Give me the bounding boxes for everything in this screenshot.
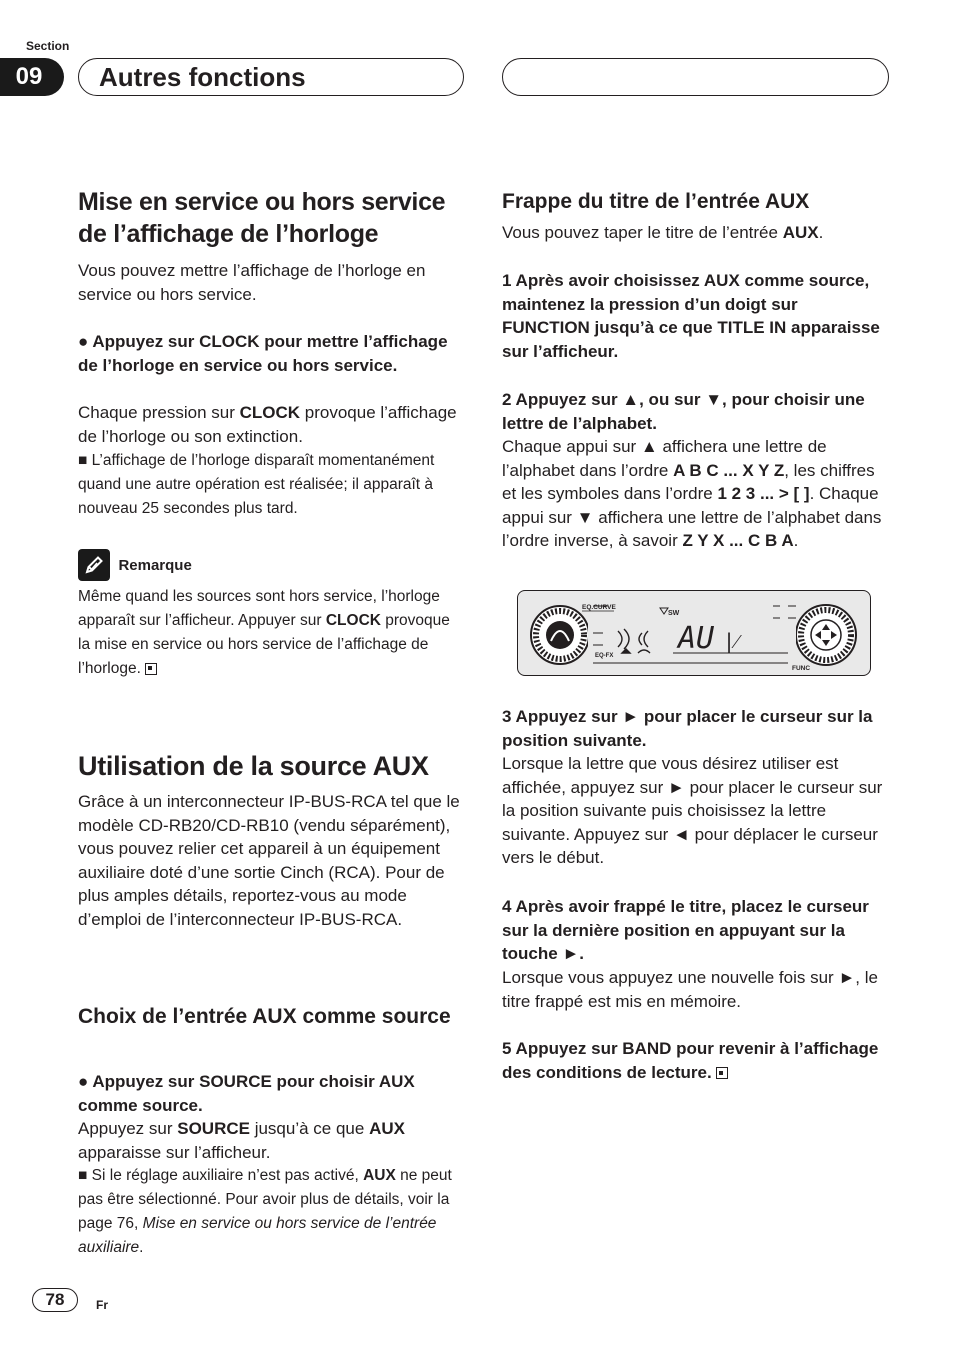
title-entry-heading: Frappe du titre de l’entrée AUX <box>502 190 810 213</box>
choice-heading: Choix de l’entrée AUX comme source <box>78 1005 451 1028</box>
section-number-badge: 09 <box>0 58 64 96</box>
header-right-pill <box>502 58 889 96</box>
chapter-title: Autres fonctions <box>78 58 464 96</box>
remark-label: Remarque <box>118 556 192 574</box>
display-text: AU <box>678 621 715 656</box>
step-2-body: Chaque appui sur ▲ affichera une lettre de l’alphabet dans l’ordre A B C ... X Y Z, les chiffres et les symboles dans l’ordre 1 2 3 ... > [ ]. Chaque appui sur ▼ affichera une lettre de l’alphabet dans l’ordre inverse, à savoir Z Y X ... C B A. <box>502 437 882 551</box>
svg-text:|⁄: |⁄ <box>723 629 739 653</box>
step-4: 4 Après avoir frappé le titre, placez le curseur sur la dernière position en appuyant sur la touche ►. <box>502 897 869 964</box>
choice-note: ■ Si le réglage auxiliaire n’est pas activé, AUX ne peut pas être sélectionné. Pour avoir plus de détails, voir la page 76, Mise en service ou hors service de l’entrée auxiliaire. <box>78 1167 452 1256</box>
pencil-icon <box>78 549 110 581</box>
clock-intro: Vous pouvez mettre l’affichage de l’horloge en service ou hors service. <box>78 261 426 304</box>
eq-fx-label: EQ-FX <box>595 653 614 659</box>
title-entry-intro: Vous pouvez taper le titre de l’entrée AUX. <box>502 223 824 242</box>
step-5: 5 Appuyez sur BAND pour revenir à l’affichage des conditions de lecture. <box>502 1039 879 1082</box>
remark-header <box>78 549 192 581</box>
step-2: 2 Appuyez sur ▲, ou sur ▼, pour choisir une lettre de l’alphabet. <box>502 390 865 433</box>
section-label: Section <box>26 39 70 53</box>
clock-body: Chaque pression sur CLOCK provoque l’affichage de l’horloge ou son extinction. <box>78 403 457 446</box>
clock-heading-line2: de l’affichage de l’horloge <box>78 220 379 248</box>
volume-knob-icon <box>531 606 589 664</box>
end-mark-icon <box>716 1067 728 1079</box>
choice-body: Appuyez sur SOURCE jusqu’à ce que AUX apparaisse sur l’afficheur. <box>78 1119 405 1162</box>
aux-body: Grâce à un interconnecteur IP-BUS-RCA tel que le modèle CD-RB20/CD-RB10 (vendu séparément), vous pouvez relier cet appareil à un équipement auxiliaire doté d’une sortie Cinch (RCA). Pour de plus amples détails, reportez-vous au mode d’emploi de l’interconnecteur IP-BUS-RCA. <box>78 792 460 929</box>
step-3: 3 Appuyez sur ► pour placer le curseur sur la position suivante. <box>502 707 873 750</box>
clock-step: ● Appuyez sur CLOCK pour mettre l’affichage de l’horloge en service ou hors service. <box>78 332 448 375</box>
remark-text: Même quand les sources sont hors service, l’horloge apparaît sur l’afficheur. Appuyer sur CLOCK provoque la mise en service ou hors service de l’affichage de l’horloge. <box>78 588 450 677</box>
sw-label: SW <box>668 610 680 617</box>
choice-step: ● Appuyez sur SOURCE pour choisir AUX comme source. <box>78 1072 415 1115</box>
step-4-body: Lorsque vous appuyez une nouvelle fois sur ►, le titre frappé est mis en mémoire. <box>502 968 878 1011</box>
step-3-body: Lorsque la lettre que vous désirez utiliser est affichée, appuyez sur ► pour placer le curseur sur la position suivante puis choisissez la lettre suivante. Appuyez sur ◄ pour déplacer le curseur vers le début. <box>502 754 883 868</box>
head-unit-display-illustration <box>517 590 871 676</box>
end-mark-icon <box>145 663 157 675</box>
aux-heading: Utilisation de la source AUX <box>78 751 429 781</box>
joystick-icon <box>796 605 856 665</box>
page-number: 78 <box>32 1288 78 1312</box>
clock-heading-line1: Mise en service ou hors service <box>78 188 446 216</box>
clock-heading <box>78 186 464 250</box>
func-label: FUNC <box>792 665 811 672</box>
eq-curve-label: EQ.CURVE <box>582 604 616 611</box>
step-1: 1 Après avoir choisissez AUX comme source, maintenez la pression d’un doigt sur FUNCTION jusqu’à ce que TITLE IN apparaisse sur l’afficheur. <box>502 271 880 361</box>
language-label: Fr <box>96 1298 108 1312</box>
clock-bullet-note: ■ L’affichage de l’horloge disparaît momentanément quand une autre opération est réalisée; il apparaît à nouveau 25 secondes plus tard. <box>78 452 435 517</box>
